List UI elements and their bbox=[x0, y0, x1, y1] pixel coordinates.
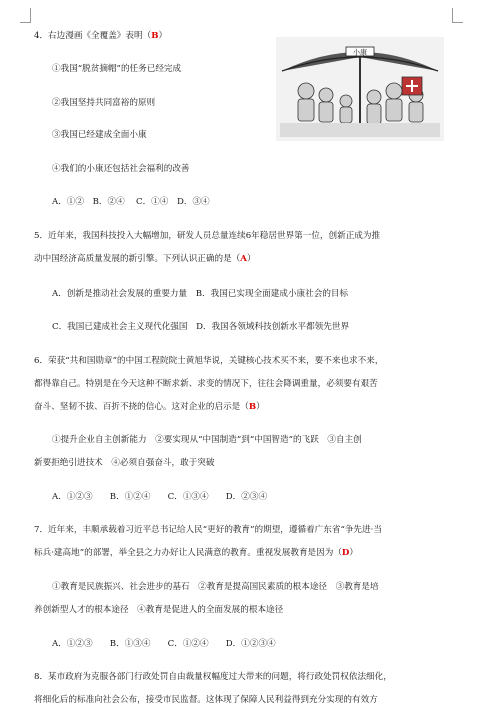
q6-options-line2: 新要拒绝引进技术 ④必须自强奋斗，敢于突破 bbox=[34, 458, 215, 468]
q6-answer: B bbox=[248, 402, 257, 412]
q7-options-line2: 养创新型人才的根本途径 ④教育是促进人的全面发展的根本途径 bbox=[34, 605, 284, 615]
q5-stem-line2: 动中国经济高质量发展的新引擎。下列认识正确的是（A） bbox=[34, 254, 256, 264]
q4-option-2: ②我国坚持共同富裕的原则 bbox=[52, 98, 156, 108]
q7-answer: D bbox=[341, 548, 350, 558]
q8-stem-line2: 将细化后的标准向社会公布，接受市民监督。这体现了保障人民利益得到充分实现的有效方 bbox=[34, 695, 378, 705]
cartoon-banner-text: 小康 bbox=[353, 48, 367, 57]
q5-stem-line1: 5．近年来，我国科技投入大幅增加，研发人员总量连续6年稳居世界第一位，创新正成为推 bbox=[34, 231, 381, 241]
q4-stem: 4．右边漫画《全覆盖》表明（B） bbox=[34, 31, 168, 41]
q7-options-line1: ①教育是民族振兴、社会进步的基石 ②教育是提高国民素质的根本途径 ③教育是培 bbox=[52, 582, 379, 592]
q4-option-1: ①我国“脱贫摘帽”的任务已经完成 bbox=[52, 64, 182, 74]
q7-choices: A．①②③ B．①③④ C．①②④ D．①②③④ bbox=[52, 639, 276, 649]
cartoon-illustration bbox=[276, 37, 444, 141]
q5-choices-row2: C．我国已建成社会主义现代化强国 D．我国各领域科技创新水平都领先世界 bbox=[52, 322, 350, 332]
q4-option-4: ④我们的小康还包括社会福利的改善 bbox=[52, 164, 190, 174]
q6-stem-line3: 奋斗、坚韧不拔、百折不挠的信心。这对企业的启示是（B） bbox=[34, 402, 265, 412]
q6-stem-line1: 6．荣获“共和国勋章”的中国工程院院士黄旭华说，关键核心技术买不来，要不来也求不来， bbox=[34, 356, 384, 366]
q6-options-line1: ①提升企业自主创新能力 ②要实现从“中国制造”到“中国智造”的飞跃 ③自主创 bbox=[52, 435, 362, 445]
q8-stem-line1: 8．某市政府为克服各部门行政处罚自由裁量权幅度过大带来的问题，将行政处罚权依法细化， bbox=[34, 672, 392, 682]
crop-mark-right bbox=[452, 8, 463, 23]
q6-choices: A．①②③ B．①②④ C．①③④ D．②③④ bbox=[52, 492, 268, 502]
q7-stem-line1: 7．近年来，丰顺承载着习近平总书记给人民“更好的教育”的期望，遵循着广东省“争先进·当 bbox=[34, 525, 382, 535]
q5-answer: A bbox=[240, 254, 247, 264]
q4-answer: B bbox=[151, 31, 159, 41]
q4-choices: A．①② B．②④ C．①④ D．③④ bbox=[52, 197, 210, 207]
q7-stem-line2: 标兵·建高地”的部署，举全县之力办好让人民满意的教育。重视发展教育是因为（D） bbox=[34, 548, 358, 558]
crop-mark-left bbox=[20, 8, 31, 23]
q5-choices-row1: A．创新是推动社会发展的重要力量 B．我国已实现全面建成小康社会的目标 bbox=[52, 289, 349, 299]
q6-stem-line2: 都得靠自己。特别是在今天这种不断求新、求变的情况下，往往会降调重量，必须要有艰苦 bbox=[34, 379, 378, 389]
q4-option-3: ③我国已经建成全面小康 bbox=[52, 130, 147, 140]
